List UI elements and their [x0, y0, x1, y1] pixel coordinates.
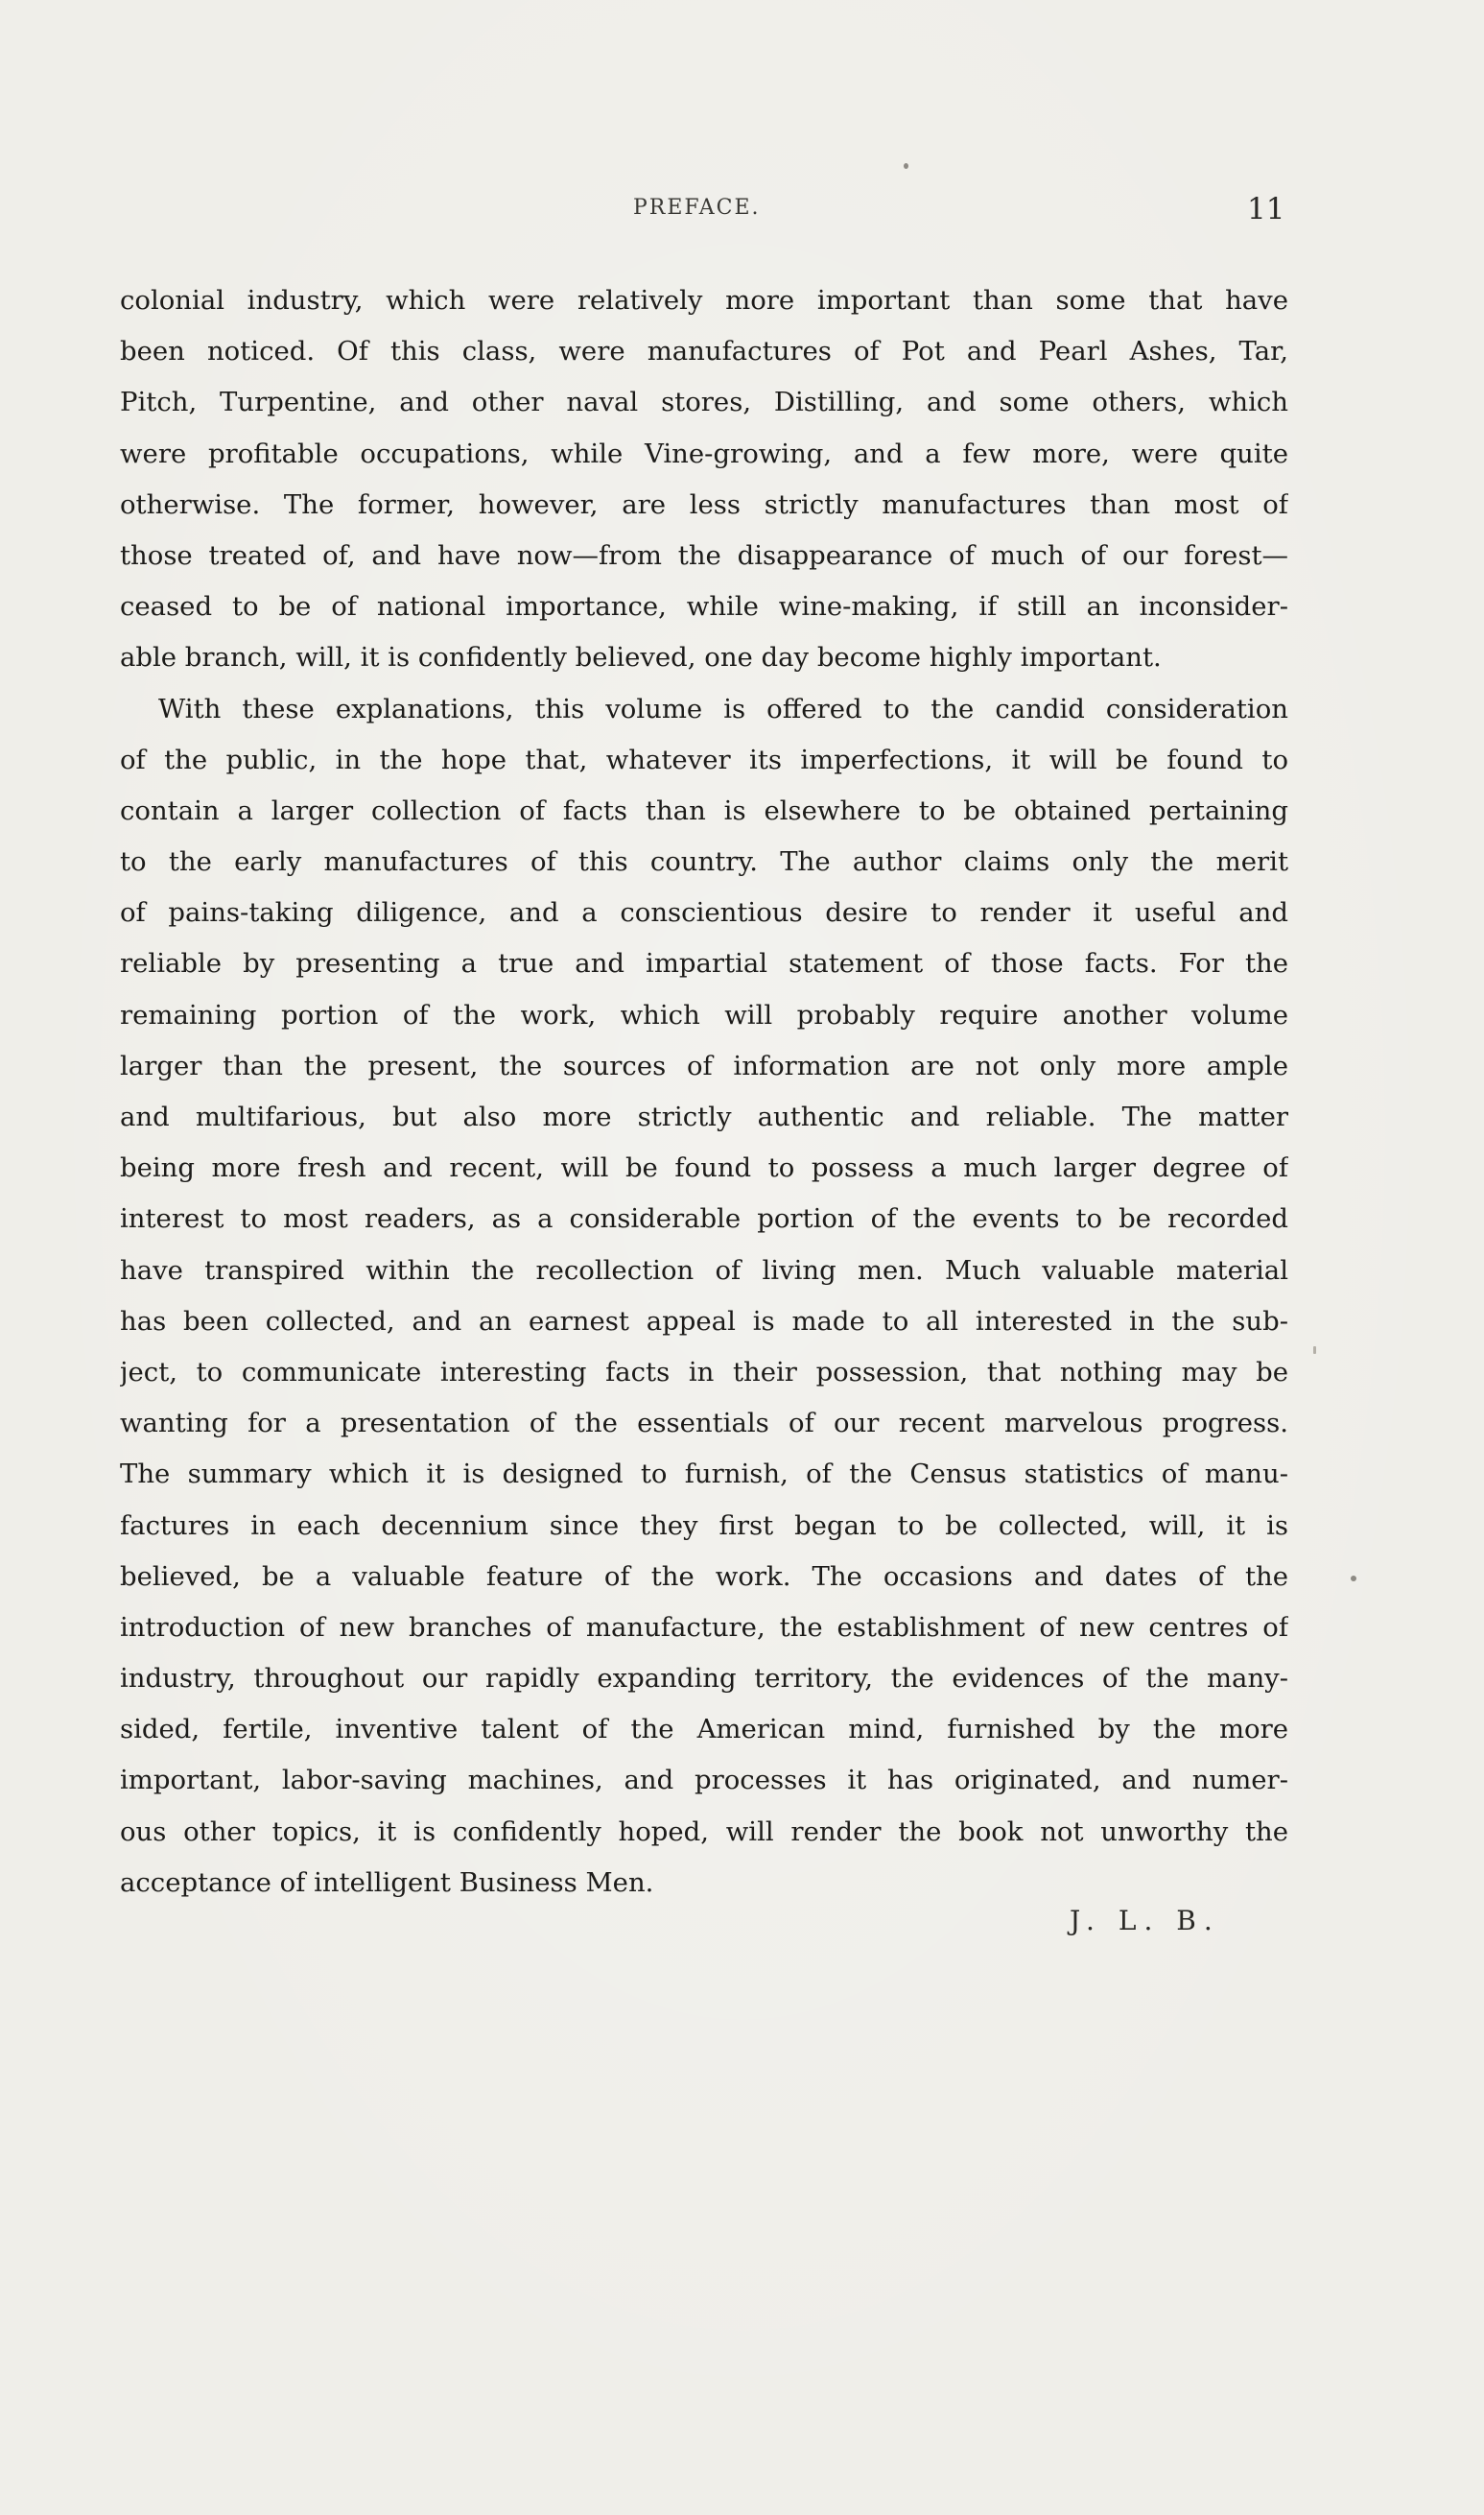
text-line: important, labor-saving machines, and processes it has originated, and numer-: [120, 1765, 1288, 1796]
text-line: With these explanations, this volume is offered to the candid consideration: [158, 693, 1288, 724]
text-line: those treated of, and have now—from the disappearance of much of our forest—: [120, 539, 1288, 571]
text-line: to the early manufactures of this country. The author claims only the merit: [120, 846, 1288, 878]
text-line: remaining portion of the work, which will probably require another volume: [120, 999, 1288, 1031]
text-line: interest to most readers, as a considerable portion of the events to be recorded: [120, 1203, 1288, 1235]
paper-speck: [1351, 1576, 1356, 1581]
text-line: ceased to be of national importance, while wine-making, if still an inconsider-: [120, 591, 1288, 623]
text-line: industry, throughout our rapidly expanding territory, the evidences of the many-: [120, 1663, 1288, 1695]
text-line: of the public, in the hope that, whatever its imperfections, it will be found to: [120, 744, 1288, 775]
paper-speck: [1313, 1346, 1316, 1354]
text-line: believed, be a valuable feature of the work. The occasions and dates of the: [120, 1560, 1288, 1592]
text-line: and multifarious, but also more strictly authentic and reliable. The matter: [120, 1102, 1288, 1132]
preface-body: [120, 275, 1288, 1909]
text-line: sided, fertile, inventive talent of the American mind, furnished by the more: [120, 1714, 1288, 1745]
text-line: introduction of new branches of manufacture, the establishment of new centres of: [120, 1611, 1288, 1643]
text-line: colonial industry, which were relatively more important than some that have: [120, 285, 1288, 316]
text-line: larger than the present, the sources of information are not only more ample: [120, 1050, 1288, 1081]
text-line: of pains-taking diligence, and a conscientious desire to render it useful and: [120, 897, 1288, 929]
running-head: [0, 192, 1484, 230]
page-number: 11: [1247, 192, 1285, 226]
author-initials: J. L. B.: [1070, 1905, 1220, 1936]
text-line: reliable by presenting a true and impartial statement of those facts. For the: [120, 948, 1288, 980]
text-line: Pitch, Turpentine, and other naval stores, Distilling, and some others, which: [120, 387, 1288, 418]
text-line: were profitable occupations, while Vine-growing, and a few more, were quite: [120, 438, 1288, 469]
text-line: wanting for a presentation of the essentials of our recent marvelous progress.: [120, 1408, 1288, 1439]
text-line: acceptance of intelligent Business Men.: [120, 1866, 654, 1898]
text-line: ous other topics, it is confidently hoped, will render the book not unworthy the: [120, 1815, 1288, 1847]
text-line: factures in each decennium since they first began to be collected, will, it is: [120, 1509, 1288, 1541]
text-line: The summary which it is designed to furnish, of the Census statistics of manu-: [120, 1459, 1288, 1490]
text-line: ject, to communicate interesting facts in their possession, that nothing may be: [120, 1356, 1288, 1388]
text-line: have transpired within the recollection of living men. Much valuable material: [120, 1254, 1288, 1286]
text-line: otherwise. The former, however, are less strictly manufactures than most of: [120, 488, 1288, 520]
text-line: able branch, will, it is confidently believed, one day become highly important.: [120, 642, 1162, 674]
text-line: being more fresh and recent, will be found to possess a much larger degree of: [120, 1152, 1288, 1184]
text-line: been noticed. Of this class, were manufactures of Pot and Pearl Ashes, Tar,: [120, 336, 1288, 368]
paper-speck: [904, 163, 908, 169]
text-line: has been collected, and an earnest appeal is made to all interested in the sub-: [120, 1305, 1288, 1337]
page-title: PREFACE.: [633, 196, 761, 220]
text-line: contain a larger collection of facts than is elsewhere to be obtained pertaining: [120, 795, 1288, 826]
